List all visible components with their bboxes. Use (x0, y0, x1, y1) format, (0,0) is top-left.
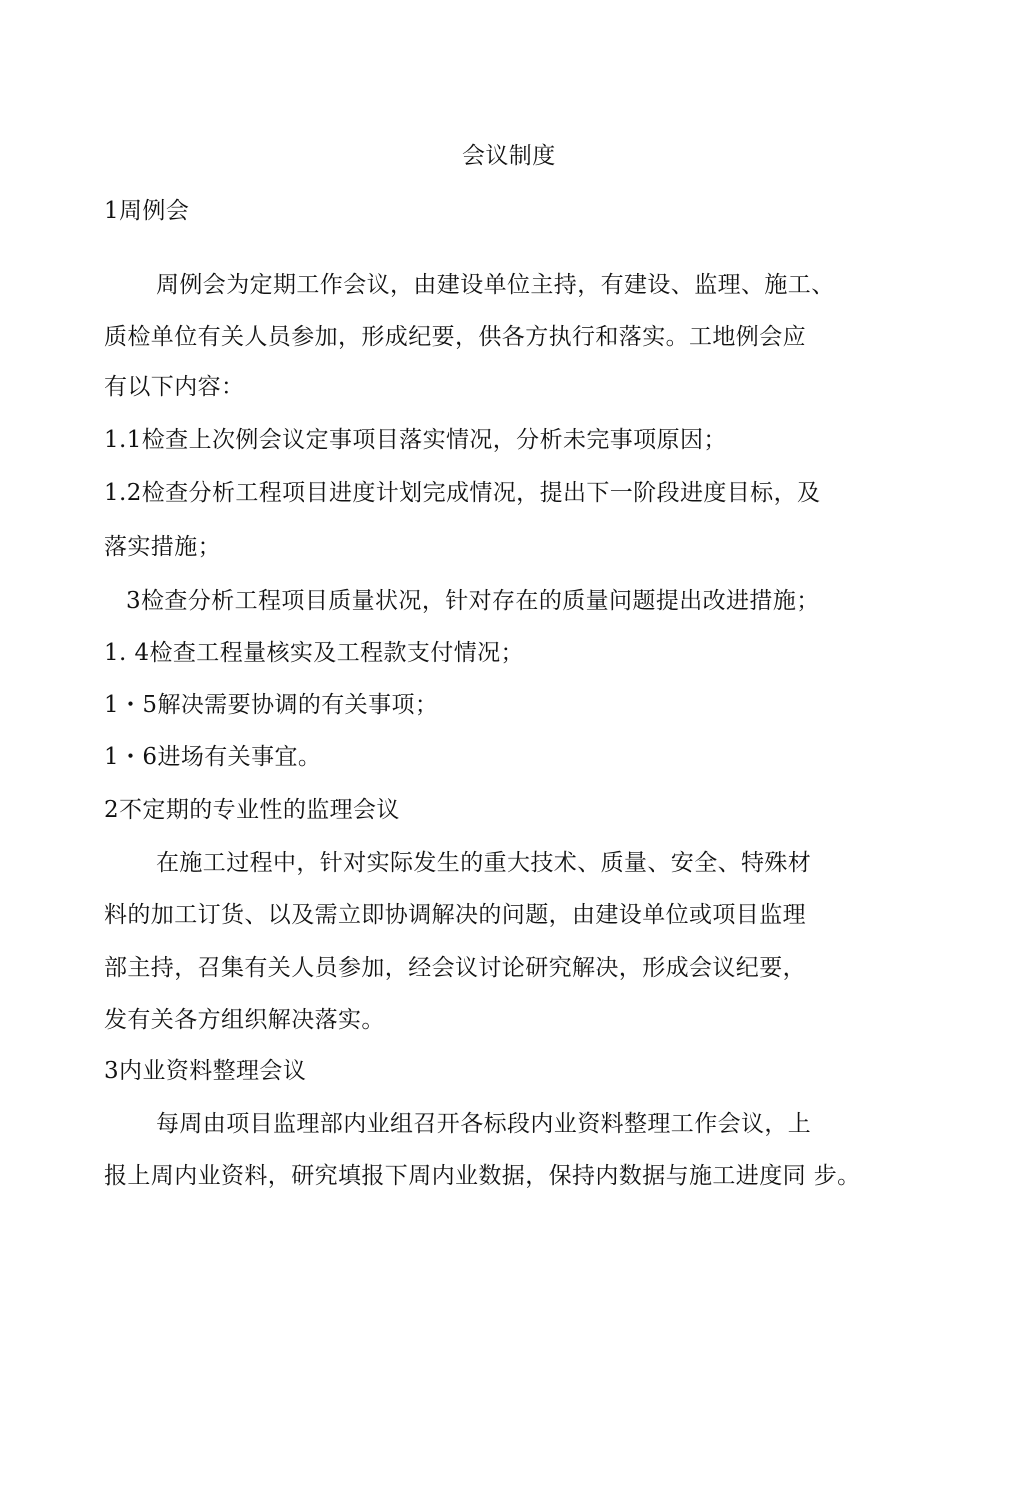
section-heading-2: 2不定期的专业性的监理会议 (104, 797, 400, 823)
paragraph-line: 报上周内业资料，研究填报下周内业数据，保持内数据与施工进度同 步。 (104, 1163, 861, 1189)
paragraph-line: 发有关各方组织解决落实。 (104, 1007, 385, 1033)
paragraph-line: 质检单位有关人员参加，形成纪要，供各方执行和落实。工地例会应 (104, 324, 806, 350)
list-item: 1.2检查分析工程项目进度计划完成情况，提出下一阶段进度目标，及 (104, 480, 821, 506)
paragraph-line: 在施工过程中，针对实际发生的重大技术、质量、安全、特殊材 (156, 850, 812, 876)
list-item: 1.1检查上次例会议定事项目落实情况，分析未完事项原因； (104, 427, 727, 453)
list-item: 1. 4检查工程量核实及工程款支付情况； (104, 640, 524, 666)
list-item: 1・6进场有关事宜。 (104, 744, 322, 770)
paragraph-line: 周例会为定期工作会议，由建设单位主持，有建设、监理、施工、 (156, 272, 835, 298)
paragraph-line: 料的加工订货、以及需立即协调解决的问题，由建设单位或项目监理 (104, 902, 806, 928)
list-item-continuation: 落实措施； (104, 534, 221, 560)
section-heading-3: 3内业资料整理会议 (104, 1058, 307, 1084)
list-item: 1・5解决需要协调的有关事项； (104, 692, 439, 718)
list-item: 3检查分析工程项目质量状况，针对存在的质量问题提出改进措施； (126, 588, 820, 614)
paragraph-line: 每周由项目监理部内业组召开各标段内业资料整理工作会议，上 (156, 1111, 812, 1137)
paragraph-line: 有以下内容： (104, 374, 245, 400)
section-heading-1: 1周例会 (104, 198, 190, 224)
paragraph-line: 部主持，召集有关人员参加，经会议讨论研究解决，形成会议纪要， (104, 955, 806, 981)
page-title: 会议制度 (462, 143, 556, 169)
